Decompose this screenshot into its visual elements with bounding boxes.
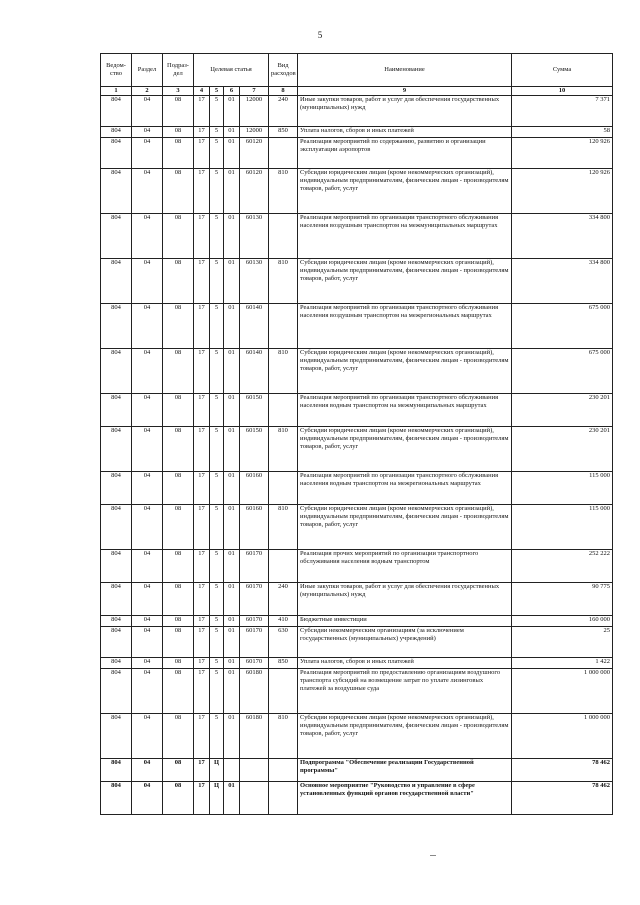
column-number: 10	[512, 87, 613, 96]
cell-target-subprogram: 5	[210, 304, 224, 349]
cell-name: Реализация мероприятий по организации транспортного обслуживания населения воздушным транспортом на межрегиональных маршрутах	[298, 304, 512, 349]
cell-target-program: 17	[194, 349, 210, 394]
cell-sum: 675 000	[512, 349, 613, 394]
cell-name: Субсидии юридическим лицам (кроме некоммерческих организаций), индивидуальным предпринимателям, физическим лицам - производителям товаров, работ, услуг	[298, 505, 512, 550]
cell-vedomstvo: 804	[101, 669, 132, 714]
cell-vedomstvo: 804	[101, 627, 132, 658]
cell-podrazdel: 08	[163, 505, 194, 550]
table-row	[101, 138, 613, 169]
table-row	[101, 259, 613, 304]
cell-target-subprogram: 5	[210, 394, 224, 427]
table-row	[101, 583, 613, 616]
cell-target-program: 17	[194, 714, 210, 759]
cell-target-direction: 60160	[240, 505, 269, 550]
cell-vid-raskhodov: 850	[269, 658, 298, 669]
cell-name: Основное мероприятие "Руководство и управление в сфере установленных функций органов государственной власти"	[298, 782, 512, 815]
page-number: 5	[317, 30, 323, 40]
cell-target-event: 01	[224, 627, 240, 658]
cell-razdel: 04	[132, 505, 163, 550]
table-row	[101, 304, 613, 349]
cell-vedomstvo: 804	[101, 759, 132, 782]
cell-target-direction: 60140	[240, 349, 269, 394]
column-number: 3	[163, 87, 194, 96]
cell-target-event: 01	[224, 394, 240, 427]
cell-target-subprogram: 5	[210, 627, 224, 658]
cell-vedomstvo: 804	[101, 349, 132, 394]
cell-vid-raskhodov: 810	[269, 259, 298, 304]
cell-sum: 25	[512, 627, 613, 658]
cell-target-subprogram: 5	[210, 127, 224, 138]
table-row	[101, 669, 613, 714]
cell-name: Субсидии юридическим лицам (кроме некоммерческих организаций), индивидуальным предпринимателям, физическим лицам - производителям товаров, работ, услуг	[298, 169, 512, 214]
table-row	[101, 658, 613, 669]
cell-target-program: 17	[194, 394, 210, 427]
cell-name: Субсидии юридическим лицам (кроме некоммерческих организаций), индивидуальным предпринимателям, физическим лицам - производителям товаров, работ, услуг	[298, 714, 512, 759]
cell-target-direction: 60170	[240, 550, 269, 583]
cell-podrazdel: 08	[163, 259, 194, 304]
cell-target-subprogram: 5	[210, 658, 224, 669]
cell-vid-raskhodov	[269, 138, 298, 169]
column-number: 7	[240, 87, 269, 96]
cell-target-subprogram: 5	[210, 583, 224, 616]
table-row	[101, 714, 613, 759]
cell-podrazdel: 08	[163, 658, 194, 669]
cell-sum: 334 800	[512, 214, 613, 259]
cell-target-program: 17	[194, 472, 210, 505]
column-number: 9	[298, 87, 512, 96]
cell-vedomstvo: 804	[101, 616, 132, 627]
cell-target-event: 01	[224, 550, 240, 583]
cell-target-direction: 12000	[240, 127, 269, 138]
cell-razdel: 04	[132, 304, 163, 349]
cell-target-direction: 60140	[240, 304, 269, 349]
cell-target-direction: 60170	[240, 627, 269, 658]
cell-vid-raskhodov: 810	[269, 349, 298, 394]
cell-name: Реализация мероприятий по организации транспортного обслуживания населения водным транспортом на межмуниципальных маршрутах	[298, 394, 512, 427]
cell-target-program: 17	[194, 127, 210, 138]
cell-target-event: 01	[224, 782, 240, 815]
cell-vid-raskhodov: 850	[269, 127, 298, 138]
cell-target-program: 17	[194, 214, 210, 259]
table-row	[101, 550, 613, 583]
cell-name: Субсидии юридическим лицам (кроме некоммерческих организаций), индивидуальным предпринимателям, физическим лицам - производителям товаров, работ, услуг	[298, 349, 512, 394]
cell-vid-raskhodov: 240	[269, 96, 298, 127]
cell-target-program: 17	[194, 96, 210, 127]
table-row	[101, 505, 613, 550]
cell-target-direction: 60180	[240, 714, 269, 759]
cell-target-direction: 60130	[240, 259, 269, 304]
cell-vedomstvo: 804	[101, 127, 132, 138]
cell-target-subprogram: 5	[210, 472, 224, 505]
cell-vid-raskhodov	[269, 214, 298, 259]
table-row	[101, 349, 613, 394]
cell-podrazdel: 08	[163, 669, 194, 714]
cell-vedomstvo: 804	[101, 394, 132, 427]
column-number: 5	[210, 87, 224, 96]
table-row	[101, 214, 613, 259]
cell-vedomstvo: 804	[101, 658, 132, 669]
cell-vedomstvo: 804	[101, 583, 132, 616]
cell-target-program: 17	[194, 169, 210, 214]
cell-vedomstvo: 804	[101, 472, 132, 505]
cell-sum: 1 422	[512, 658, 613, 669]
pencil-mark	[430, 855, 436, 856]
table-row	[101, 616, 613, 627]
cell-target-direction: 60120	[240, 138, 269, 169]
cell-target-event: 01	[224, 427, 240, 472]
column-number: 4	[194, 87, 210, 96]
column-number: 1	[101, 87, 132, 96]
cell-razdel: 04	[132, 759, 163, 782]
cell-target-subprogram: 5	[210, 505, 224, 550]
cell-podrazdel: 08	[163, 138, 194, 169]
table-row	[101, 169, 613, 214]
cell-name: Уплата налогов, сборов и иных платежей	[298, 127, 512, 138]
header-row	[101, 54, 613, 87]
cell-target-event: 01	[224, 127, 240, 138]
cell-target-program: 17	[194, 259, 210, 304]
cell-sum: 58	[512, 127, 613, 138]
cell-podrazdel: 08	[163, 96, 194, 127]
cell-target-direction: 60170	[240, 658, 269, 669]
header-vid: Вид расходов	[269, 54, 298, 87]
cell-sum: 78 462	[512, 759, 613, 782]
column-number: 8	[269, 87, 298, 96]
cell-name: Реализация мероприятий по организации транспортного обслуживания населения воздушным транспортом на межмуниципальных маршрутах	[298, 214, 512, 259]
cell-target-subprogram: 5	[210, 427, 224, 472]
cell-target-program: 17	[194, 138, 210, 169]
cell-podrazdel: 08	[163, 127, 194, 138]
cell-razdel: 04	[132, 658, 163, 669]
cell-vedomstvo: 804	[101, 782, 132, 815]
table-row	[101, 759, 613, 782]
cell-target-direction: 60170	[240, 616, 269, 627]
cell-sum: 7 371	[512, 96, 613, 127]
cell-target-event: 01	[224, 616, 240, 627]
cell-sum: 120 926	[512, 138, 613, 169]
table-body	[101, 96, 613, 815]
cell-target-event: 01	[224, 669, 240, 714]
cell-vid-raskhodov	[269, 394, 298, 427]
cell-razdel: 04	[132, 138, 163, 169]
cell-target-subprogram: 5	[210, 616, 224, 627]
table-row	[101, 782, 613, 815]
cell-sum: 160 000	[512, 616, 613, 627]
cell-target-subprogram: 5	[210, 214, 224, 259]
cell-target-event: 01	[224, 169, 240, 214]
cell-podrazdel: 08	[163, 782, 194, 815]
cell-vid-raskhodov	[269, 304, 298, 349]
cell-vid-raskhodov: 810	[269, 505, 298, 550]
cell-podrazdel: 08	[163, 304, 194, 349]
cell-target-subprogram: 5	[210, 96, 224, 127]
cell-podrazdel: 08	[163, 349, 194, 394]
cell-name: Субсидии юридическим лицам (кроме некоммерческих организаций), индивидуальным предпринимателям, физическим лицам - производителям товаров, работ, услуг	[298, 427, 512, 472]
cell-vid-raskhodov: 410	[269, 616, 298, 627]
cell-target-program: 17	[194, 616, 210, 627]
table-row	[101, 394, 613, 427]
cell-vid-raskhodov	[269, 550, 298, 583]
cell-target-program: 17	[194, 669, 210, 714]
cell-target-program: 17	[194, 782, 210, 815]
header-vedomstvo: Ведом-ство	[101, 54, 132, 87]
cell-podrazdel: 08	[163, 714, 194, 759]
cell-razdel: 04	[132, 96, 163, 127]
cell-sum: 1 000 000	[512, 669, 613, 714]
cell-sum: 675 000	[512, 304, 613, 349]
cell-vedomstvo: 804	[101, 427, 132, 472]
cell-target-program: 17	[194, 427, 210, 472]
cell-vid-raskhodov: 810	[269, 169, 298, 214]
cell-target-event: 01	[224, 214, 240, 259]
cell-target-event: 01	[224, 505, 240, 550]
cell-target-event	[224, 759, 240, 782]
cell-vedomstvo: 804	[101, 304, 132, 349]
cell-name: Подпрограмма "Обеспечение реализации Государственной программы"	[298, 759, 512, 782]
cell-vedomstvo: 804	[101, 214, 132, 259]
cell-target-program: 17	[194, 759, 210, 782]
cell-target-direction: 12000	[240, 96, 269, 127]
cell-sum: 334 800	[512, 259, 613, 304]
column-number: 6	[224, 87, 240, 96]
cell-razdel: 04	[132, 669, 163, 714]
cell-target-event: 01	[224, 304, 240, 349]
cell-podrazdel: 08	[163, 583, 194, 616]
cell-razdel: 04	[132, 616, 163, 627]
cell-name: Реализация прочих мероприятий по организации транспортного обслуживания населения водным транспортом	[298, 550, 512, 583]
cell-target-event: 01	[224, 583, 240, 616]
cell-razdel: 04	[132, 259, 163, 304]
cell-target-program: 17	[194, 627, 210, 658]
cell-vid-raskhodov	[269, 782, 298, 815]
cell-target-subprogram: 5	[210, 169, 224, 214]
header-name: Наименование	[298, 54, 512, 87]
column-numbers-row	[101, 87, 613, 96]
header-razdel: Раздел	[132, 54, 163, 87]
cell-razdel: 04	[132, 714, 163, 759]
cell-vedomstvo: 804	[101, 259, 132, 304]
cell-razdel: 04	[132, 472, 163, 505]
cell-vedomstvo: 804	[101, 169, 132, 214]
cell-podrazdel: 08	[163, 472, 194, 505]
cell-target-direction: 60150	[240, 394, 269, 427]
cell-vid-raskhodov: 810	[269, 714, 298, 759]
cell-target-direction: 60170	[240, 583, 269, 616]
cell-razdel: 04	[132, 427, 163, 472]
cell-sum: 252 222	[512, 550, 613, 583]
cell-target-direction: 60150	[240, 427, 269, 472]
cell-sum: 230 201	[512, 394, 613, 427]
cell-razdel: 04	[132, 627, 163, 658]
cell-vid-raskhodov	[269, 759, 298, 782]
cell-target-program: 17	[194, 658, 210, 669]
cell-sum: 115 000	[512, 505, 613, 550]
cell-target-direction	[240, 759, 269, 782]
cell-sum: 90 775	[512, 583, 613, 616]
table-row	[101, 96, 613, 127]
cell-target-program: 17	[194, 550, 210, 583]
cell-razdel: 04	[132, 550, 163, 583]
cell-vid-raskhodov	[269, 472, 298, 505]
cell-target-program: 17	[194, 583, 210, 616]
cell-razdel: 04	[132, 394, 163, 427]
header-sum: Сумма	[512, 54, 613, 87]
cell-target-program: 17	[194, 505, 210, 550]
cell-sum: 230 201	[512, 427, 613, 472]
cell-target-subprogram: 5	[210, 349, 224, 394]
table-row	[101, 472, 613, 505]
cell-sum: 1 000 000	[512, 714, 613, 759]
cell-name: Субсидии некоммерческим организациям (за исключением государственных (муниципальных) учреждений)	[298, 627, 512, 658]
cell-target-subprogram: 5	[210, 714, 224, 759]
cell-target-direction: 60160	[240, 472, 269, 505]
cell-name: Реализация мероприятий по предоставлению организациям воздушного транспорта субсидий на возмещение затрат по уплате лизинговых платежей за воздушные суда	[298, 669, 512, 714]
cell-target-event: 01	[224, 714, 240, 759]
cell-target-subprogram: 5	[210, 669, 224, 714]
table-row	[101, 427, 613, 472]
cell-podrazdel: 08	[163, 550, 194, 583]
cell-target-program: 17	[194, 304, 210, 349]
cell-podrazdel: 08	[163, 214, 194, 259]
cell-vid-raskhodov: 240	[269, 583, 298, 616]
cell-target-event: 01	[224, 138, 240, 169]
cell-target-event: 01	[224, 472, 240, 505]
cell-target-event: 01	[224, 96, 240, 127]
cell-podrazdel: 08	[163, 169, 194, 214]
cell-target-subprogram: 5	[210, 550, 224, 583]
cell-name: Иные закупки товаров, работ и услуг для обеспечения государственных (муниципальных) нужд	[298, 583, 512, 616]
cell-target-subprogram: Ц	[210, 759, 224, 782]
cell-name: Уплата налогов, сборов и иных платежей	[298, 658, 512, 669]
cell-vedomstvo: 804	[101, 505, 132, 550]
cell-sum: 78 462	[512, 782, 613, 815]
header-target: Целевая статья	[194, 54, 269, 87]
cell-vid-raskhodov: 630	[269, 627, 298, 658]
cell-vid-raskhodov	[269, 669, 298, 714]
cell-podrazdel: 08	[163, 627, 194, 658]
cell-podrazdel: 08	[163, 427, 194, 472]
cell-name: Бюджетные инвестиции	[298, 616, 512, 627]
cell-podrazdel: 08	[163, 394, 194, 427]
cell-sum: 115 000	[512, 472, 613, 505]
header-podrazdel: Подраз-дел	[163, 54, 194, 87]
cell-target-direction: 60120	[240, 169, 269, 214]
cell-vedomstvo: 804	[101, 138, 132, 169]
column-number: 2	[132, 87, 163, 96]
cell-razdel: 04	[132, 127, 163, 138]
cell-target-subprogram: 5	[210, 138, 224, 169]
cell-vedomstvo: 804	[101, 550, 132, 583]
cell-name: Иные закупки товаров, работ и услуг для обеспечения государственных (муниципальных) нужд	[298, 96, 512, 127]
cell-podrazdel: 08	[163, 616, 194, 627]
cell-name: Субсидии юридическим лицам (кроме некоммерческих организаций), индивидуальным предпринимателям, физическим лицам - производителям товаров, работ, услуг	[298, 259, 512, 304]
cell-name: Реализация мероприятий по содержанию, развитию и организации эксплуатации аэропортов	[298, 138, 512, 169]
table-row	[101, 127, 613, 138]
cell-razdel: 04	[132, 214, 163, 259]
cell-target-subprogram: Ц	[210, 782, 224, 815]
cell-target-direction: 60180	[240, 669, 269, 714]
table-row	[101, 627, 613, 658]
cell-razdel: 04	[132, 583, 163, 616]
budget-table	[100, 53, 613, 815]
cell-vid-raskhodov: 810	[269, 427, 298, 472]
cell-target-direction: 60130	[240, 214, 269, 259]
cell-razdel: 04	[132, 782, 163, 815]
cell-target-event: 01	[224, 349, 240, 394]
cell-target-direction	[240, 782, 269, 815]
cell-razdel: 04	[132, 349, 163, 394]
cell-target-subprogram: 5	[210, 259, 224, 304]
cell-vedomstvo: 804	[101, 714, 132, 759]
cell-name: Реализация мероприятий по организации транспортного обслуживания населения водным транспортом на межрегиональных маршрутах	[298, 472, 512, 505]
cell-target-event: 01	[224, 259, 240, 304]
cell-razdel: 04	[132, 169, 163, 214]
cell-podrazdel: 08	[163, 759, 194, 782]
cell-vedomstvo: 804	[101, 96, 132, 127]
cell-sum: 120 926	[512, 169, 613, 214]
cell-target-event: 01	[224, 658, 240, 669]
